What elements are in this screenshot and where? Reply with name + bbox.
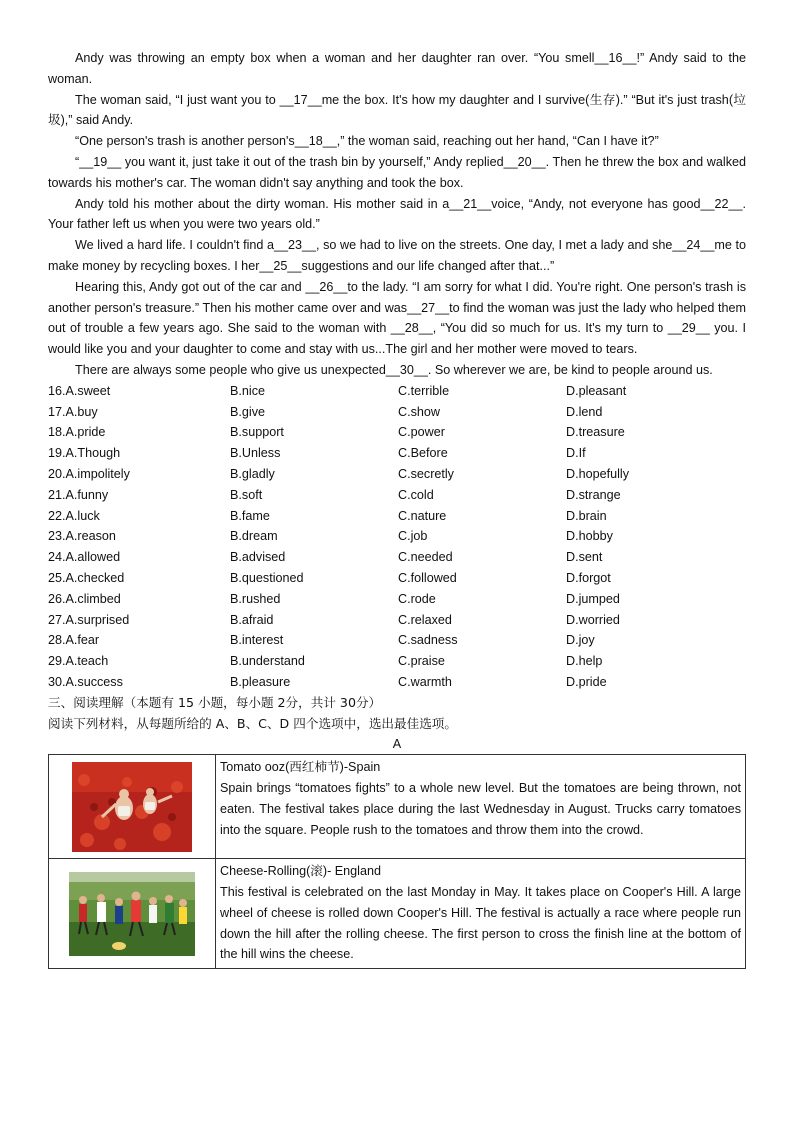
option-a: 30.A.success [48, 674, 123, 689]
option-b: B.support [230, 425, 284, 440]
passage-label: A [392, 737, 402, 752]
festival-description [216, 859, 746, 969]
option-a: 26.A.climbed [48, 591, 121, 606]
section-title: 三、阅读理解（本题有 15 小题，每小题 2分，共计 30分） [48, 694, 382, 710]
option-a: 16.A.sweet [48, 383, 111, 398]
option-d: D.If [566, 446, 586, 461]
image-cell [49, 755, 216, 859]
option-c: C.terrible [398, 383, 450, 398]
question-options-row [48, 485, 746, 506]
option-b: B.dream [230, 529, 278, 544]
option-a: 27.A.surprised [48, 612, 130, 627]
question-options-row [48, 672, 746, 693]
option-c: C.Before [398, 446, 448, 461]
option-a: 23.A.reason [48, 529, 116, 544]
festival-description [216, 755, 746, 859]
option-b: B.Unless [230, 446, 281, 461]
festival-body: Spain brings “tomatoes fights” to a whole new level. But the tomatoes are being thrown, not eaten. The festival takes place during the last Wednesday in August. Trucks carry tomatoes into the square. People rush to the tomatoes and throw them into the crowd. [220, 781, 741, 837]
cloze-options [48, 381, 746, 693]
passage-paragraph: “One person's trash is another person's__18__,” the woman said, reaching out her hand, “Can I have it?” [75, 134, 659, 149]
option-c: C.warmth [398, 674, 452, 689]
option-d: D.hobby [566, 529, 613, 544]
option-d: D.help [566, 654, 603, 669]
option-c: C.job [398, 529, 428, 544]
option-c: C.show [398, 404, 440, 419]
question-options-row [48, 568, 746, 589]
cheese-rolling-photo [69, 872, 195, 961]
option-a: 22.A.luck [48, 508, 100, 523]
passage-paragraph: There are always some people who give us unexpected__30__. So wherever we are, be kind to people around us. [75, 362, 713, 377]
option-a: 18.A.pride [48, 425, 106, 440]
option-d: D.treasure [566, 425, 625, 440]
passage-paragraph: “__19__ you want it, just take it out of the trash bin by yourself,” Andy replied__20__. Then he threw the box and walked towards his mother's car. The woman didn't say anything and took the box. [48, 154, 746, 190]
option-a: 24.A.allowed [48, 550, 121, 565]
option-c: C.sadness [398, 633, 458, 648]
question-options-row [48, 610, 746, 631]
option-a: 28.A.fear [48, 633, 100, 648]
option-a: 29.A.teach [48, 654, 109, 669]
table-row [49, 755, 746, 859]
option-d: D.pleasant [566, 383, 627, 398]
passage-paragraph: Andy was throwing an empty box when a woman and her daughter ran over. “You smell__16__!” Andy said to the woman. [48, 51, 746, 86]
option-a: 19.A.Though [48, 446, 121, 461]
question-options-row [48, 651, 746, 672]
option-d: D.strange [566, 487, 621, 502]
option-d: D.jumped [566, 591, 620, 606]
passage-paragraph: The woman said, “I just want you to __17__me the box. It's how my daughter and I survive(生存).” “But it's just trash(垃圾),” said Andy. [48, 92, 746, 128]
question-options-row [48, 630, 746, 651]
passage-paragraph: Hearing this, Andy got out of the car and __26__to the lady. “I am sorry for what I did. You're right. One person's trash is another person's treasure.” Then his mother came over and was__27__to find the woman was just the lady who helped them out of trouble a few years ago. She said to the woman with __28__, “You did so much for us. It's my turn to __29__ you. I would like you and your daughter to come and stay with us...The girl and her mother were moved to tears. [48, 279, 746, 357]
option-b: B.rushed [230, 591, 281, 606]
question-options-row [48, 506, 746, 527]
option-d: D.pride [566, 674, 607, 689]
option-c: C.cold [398, 487, 434, 502]
option-b: B.gladly [230, 466, 275, 481]
option-b: B.give [230, 404, 266, 419]
question-options-row [48, 443, 746, 464]
option-b: B.fame [230, 508, 270, 523]
festival-title: Cheese-Rolling(滚)- England [220, 864, 381, 879]
question-options-row [48, 402, 746, 423]
option-c: C.relaxed [398, 612, 452, 627]
question-options-row [48, 589, 746, 610]
option-d: D.sent [566, 550, 603, 565]
question-options-row [48, 526, 746, 547]
question-options-row [48, 464, 746, 485]
option-a: 20.A.impolitely [48, 466, 130, 481]
worksheet-page [48, 48, 746, 969]
option-c: C.praise [398, 654, 445, 669]
option-c: C.power [398, 425, 445, 440]
option-d: D.brain [566, 508, 607, 523]
question-options-row [48, 381, 746, 402]
option-b: B.afraid [230, 612, 274, 627]
table-row [49, 859, 746, 969]
option-b: B.pleasure [230, 674, 291, 689]
option-a: 17.A.buy [48, 404, 98, 419]
option-c: C.secretly [398, 466, 454, 481]
passage-paragraph: Andy told his mother about the dirty woman. His mother said in a__21__voice, “Andy, not everyone has good__22__. Your father left us when you were two years old.” [48, 196, 746, 232]
festival-title: Tomato ooz(西红柿节)-Spain [220, 760, 381, 775]
option-d: D.worried [566, 612, 620, 627]
option-b: B.questioned [230, 570, 304, 585]
option-b: B.interest [230, 633, 284, 648]
passage-paragraph: We lived a hard life. I couldn't find a__23__, so we had to live on the streets. One day, I met a lady and she__24__me to make money by recycling boxes. I her__25__suggestions and our life changed after that...” [48, 238, 746, 273]
option-b: B.advised [230, 550, 286, 565]
option-b: B.nice [230, 383, 266, 398]
option-d: D.joy [566, 633, 595, 648]
image-cell [49, 859, 216, 969]
section-instruction: 阅读下列材料，从每题所给的 A、B、C、D 四个选项中，选出最佳选项。 [48, 715, 457, 731]
option-d: D.lend [566, 404, 603, 419]
tomato-festival-photo [72, 762, 192, 857]
festival-table [48, 754, 746, 969]
question-options-row [48, 422, 746, 443]
option-c: C.rode [398, 591, 436, 606]
option-c: C.needed [398, 550, 453, 565]
option-c: C.nature [398, 508, 447, 523]
festival-body: This festival is celebrated on the last Monday in May. It takes place on Cooper's Hill. A large wheel of cheese is rolled down Cooper's Hill. The festival is actually a race where people run down the hill after the rolling cheese. The first person to cross the finish line at the bottom of the hill wins the cheese. [220, 885, 741, 962]
option-a: 21.A.funny [48, 487, 109, 502]
option-b: B.soft [230, 487, 263, 502]
option-b: B.understand [230, 654, 305, 669]
question-options-row [48, 547, 746, 568]
option-c: C.followed [398, 570, 457, 585]
option-d: D.hopefully [566, 466, 630, 481]
cloze-passage [48, 48, 746, 381]
option-a: 25.A.checked [48, 570, 125, 585]
option-d: D.forgot [566, 570, 611, 585]
